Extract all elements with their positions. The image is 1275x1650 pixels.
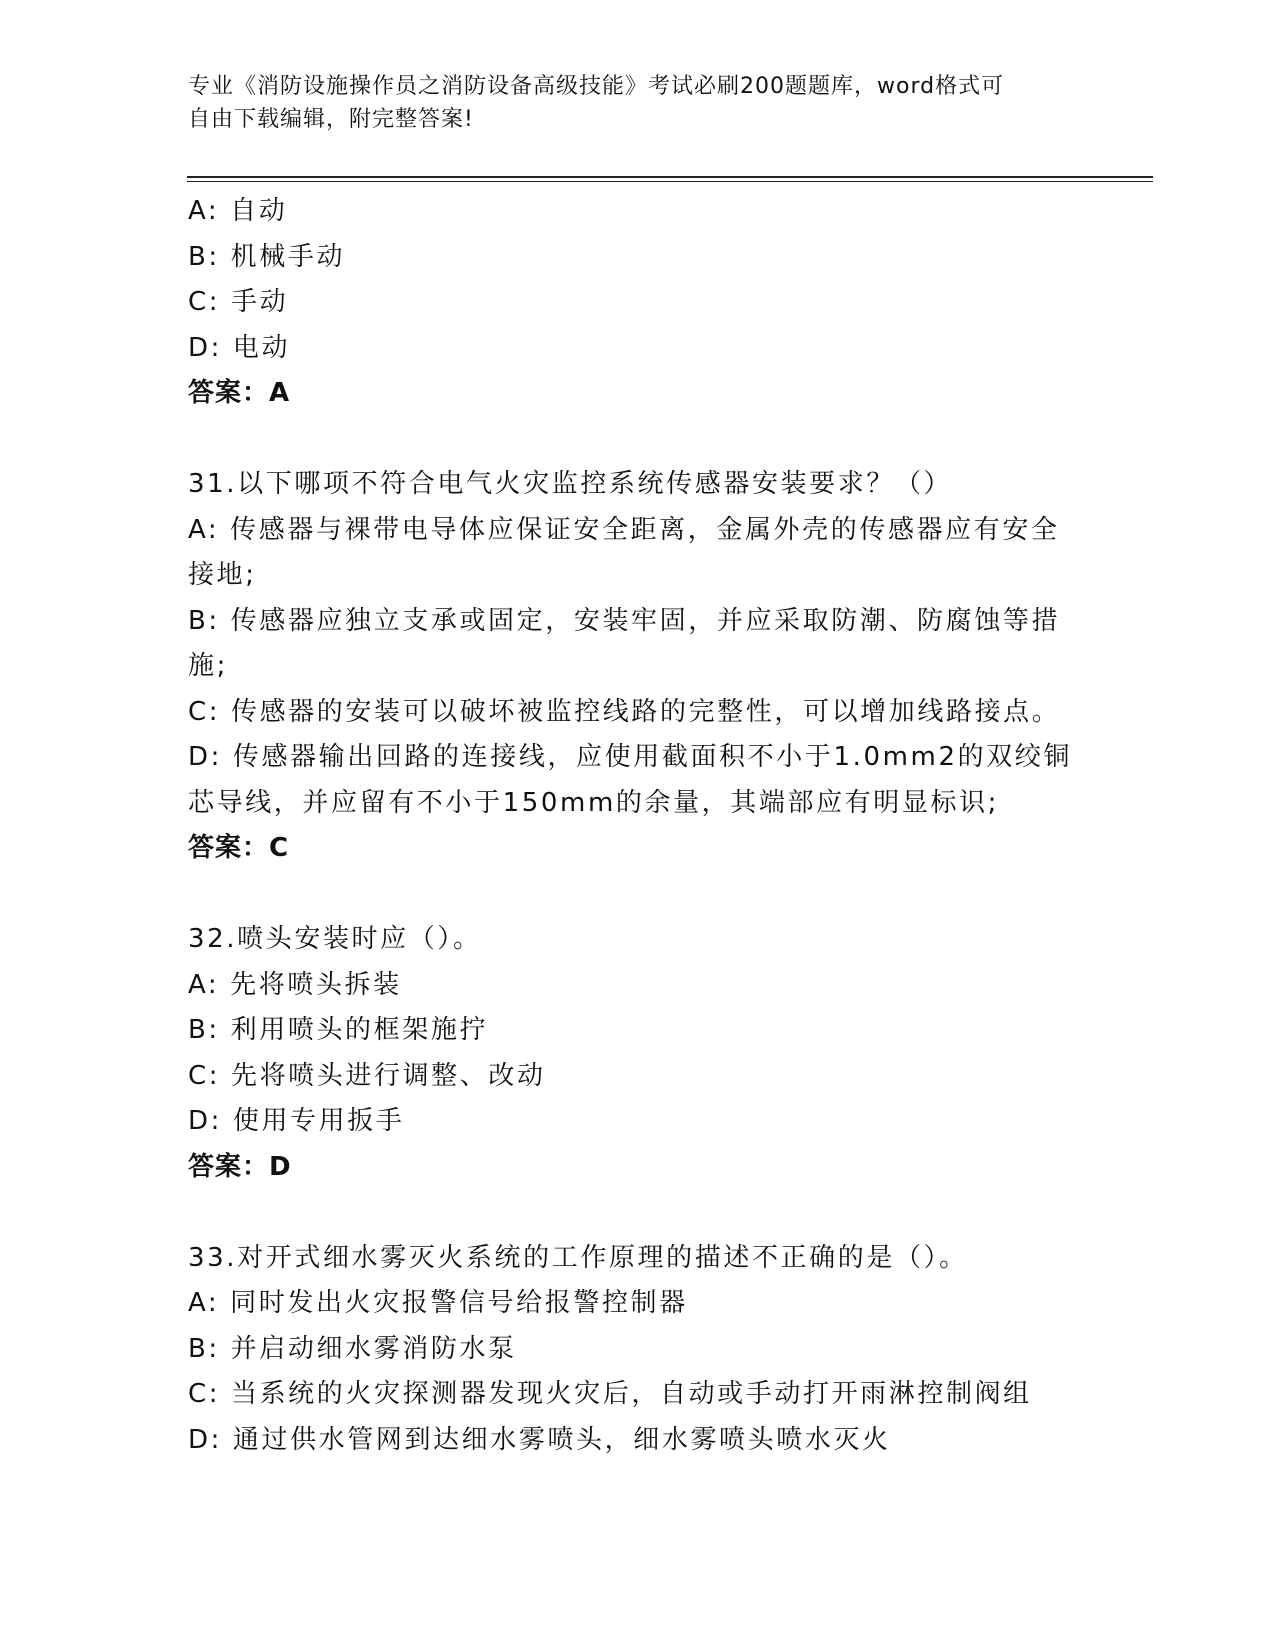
option-b: B: 传感器应独立支承或固定，安装牢固，并应采取防潮、防腐蚀等措 bbox=[188, 605, 1061, 636]
option-a: A: 传感器与裸带电导体应保证安全距离，金属外壳的传感器应有安全 bbox=[188, 514, 1060, 545]
option-a: A: 同时发出火灾报警信号给报警控制器 bbox=[188, 1288, 688, 1318]
header-rule-thin bbox=[187, 181, 1153, 182]
option-d-cont: 芯导线，并应留有不小于150mm的余量，其端部应有明显标识; bbox=[188, 787, 1000, 818]
option-b: B: 利用喷头的框架施拧 bbox=[188, 1015, 489, 1045]
option-b: B: 机械手动 bbox=[188, 241, 346, 272]
option-a: A: 先将喷头拆装 bbox=[188, 969, 402, 1000]
header-rule-thick bbox=[187, 176, 1153, 178]
option-a: A: 自动 bbox=[188, 196, 288, 226]
header-line-1: 专业《消防设施操作员之消防设备高级技能》考试必刷200题题库，word格式可 bbox=[188, 74, 1005, 99]
option-b-cont: 施; bbox=[188, 651, 228, 681]
option-c: C: 当系统的火灾探测器发现火灾后，自动或手动打开雨淋控制阀组 bbox=[188, 1379, 1032, 1409]
document-header bbox=[188, 70, 1068, 136]
option-c: C: 手动 bbox=[188, 287, 289, 317]
option-d: D: 通过供水管网到达细水雾喷头，细水雾喷头喷水灭火 bbox=[188, 1424, 891, 1455]
spacer bbox=[188, 872, 1088, 918]
question-stem-33: 33.对开式细水雾灭火系统的工作原理的描述不正确的是（）。 bbox=[188, 1242, 968, 1273]
header-line-2: 自由下载编辑，附完整答案! bbox=[188, 107, 474, 132]
option-c: C: 传感器的安装可以破坏被监控线路的完整性，可以增加线路接点。 bbox=[188, 696, 1061, 727]
option-d: D: 使用专用扳手 bbox=[188, 1106, 405, 1136]
option-c: C: 先将喷头进行调整、改动 bbox=[188, 1060, 546, 1091]
question-stem-32: 32.喷头安装时应（）。 bbox=[188, 924, 482, 954]
option-b: B: 并启动细水雾消防水泵 bbox=[188, 1333, 517, 1364]
answer: 答案：D bbox=[188, 1151, 292, 1182]
option-d: D: 传感器输出回路的连接线，应使用截面积不小于1.0mm2的双绞铜 bbox=[188, 742, 1072, 772]
spacer bbox=[188, 417, 1088, 463]
answer: 答案：A bbox=[188, 378, 291, 408]
question-content bbox=[188, 189, 1088, 1463]
spacer bbox=[188, 1190, 1088, 1236]
option-d: D: 电动 bbox=[188, 332, 291, 363]
question-stem-31: 31.以下哪项不符合电气火灾监控系统传感器安装要求？（） bbox=[188, 469, 953, 499]
option-a-cont: 接地; bbox=[188, 560, 257, 590]
answer: 答案：C bbox=[188, 833, 290, 863]
